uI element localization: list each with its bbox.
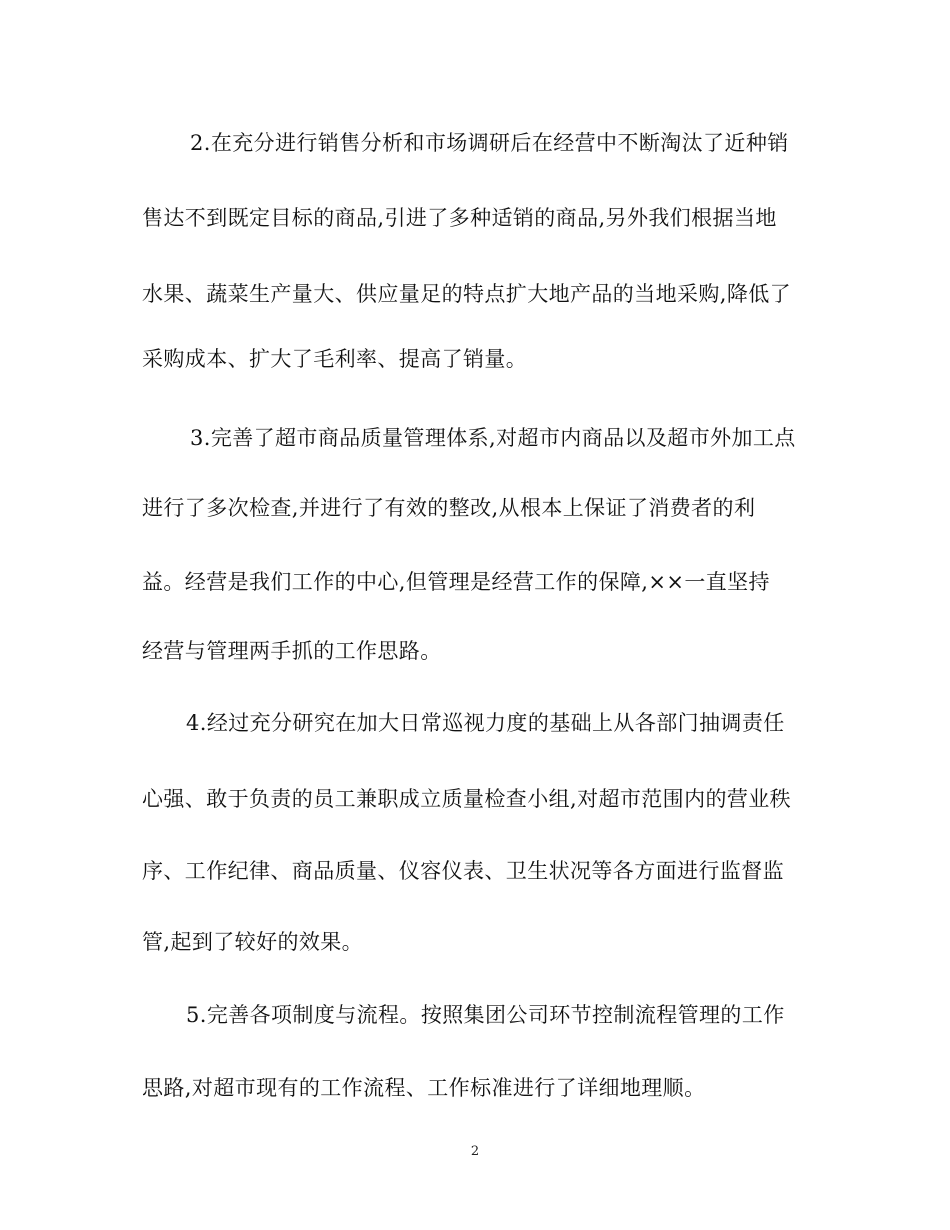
paragraph-5-line-1: 5.完善各项制度与流程。按照集团公司环节控制流程管理的工作 [186,1003,785,1027]
paragraph-3-line-2: 进行了多次检查,并进行了有效的整改,从根本上保证了消费者的利 [142,496,756,520]
paragraph-3-line-4: 经营与管理两手抓的工作思路。 [142,639,442,663]
paragraph-4-line-3: 序、工作纪律、商品质量、仪容仪表、卫生状况等各方面进行监督监 [142,859,784,883]
paragraph-3-line-3: 益。经营是我们工作的中心,但管理是经营工作的保障,××一直坚持 [142,570,770,594]
paragraph-4-line-1: 4.经过充分研究在加大日常巡视力度的基础上从各部门抽调责任 [186,711,785,735]
page-number: 2 [470,1144,480,1159]
paragraph-2-line-2: 售达不到既定目标的商品,引进了多种适销的商品,另外我们根据当地 [142,206,777,230]
paragraph-2-line-3: 水果、蔬菜生产量大、供应量足的特点扩大地产品的当地采购,降低了 [142,282,792,306]
paragraph-4-line-2: 心强、敢于负责的员工兼职成立质量检查小组,对超市范围内的营业秩 [142,787,792,811]
paragraph-2-line-1: 2.在充分进行销售分析和市场调研后在经营中不断淘汰了近种销 [190,131,789,155]
paragraph-5-line-2: 思路,对超市现有的工作流程、工作标准进行了详细地理顺。 [142,1076,706,1100]
paragraph-3-line-1: 3.完善了超市商品质量管理体系,对超市内商品以及超市外加工点 [190,426,796,450]
paragraph-4-line-4: 管,起到了较好的效果。 [142,930,364,954]
paragraph-2-line-4: 采购成本、扩大了毛利率、提高了销量。 [142,347,528,371]
